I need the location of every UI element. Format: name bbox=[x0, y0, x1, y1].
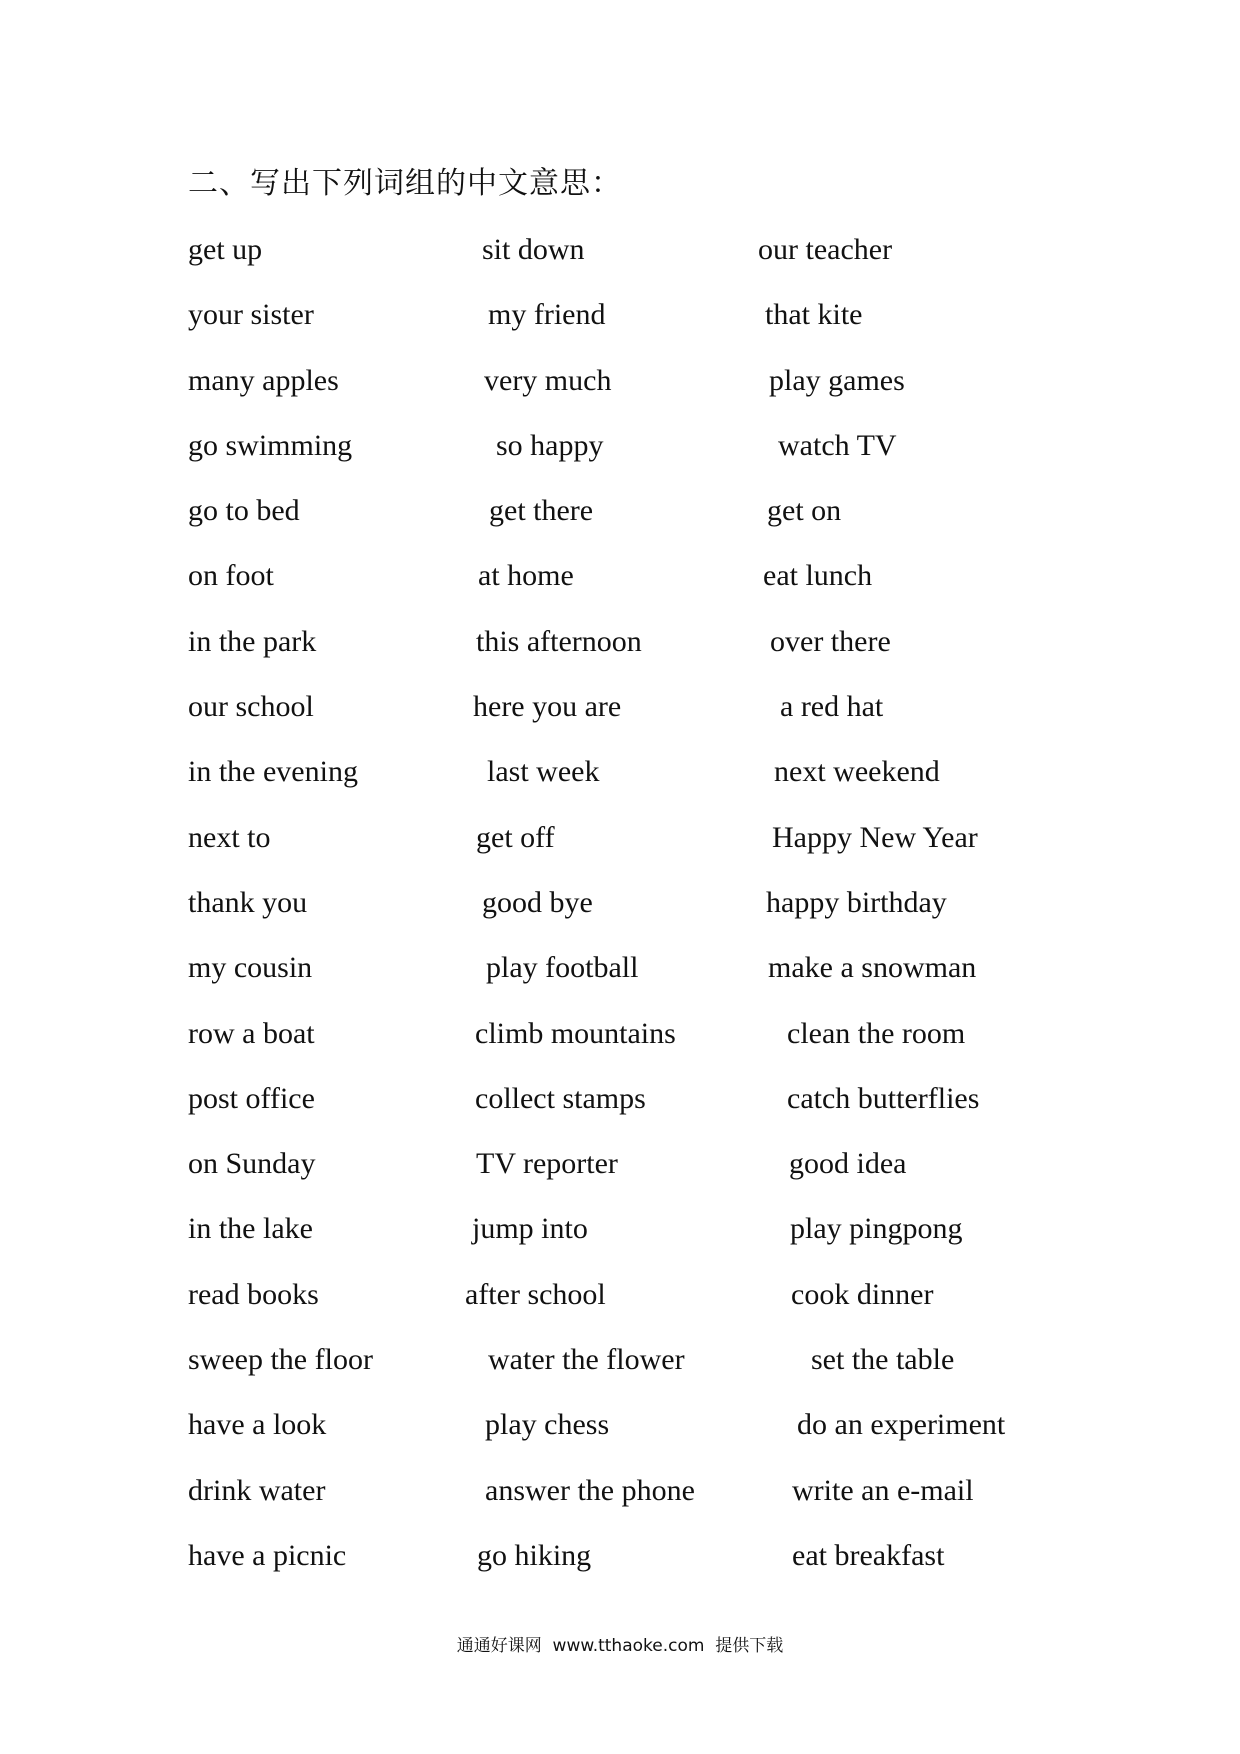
phrase-row bbox=[188, 1471, 1068, 1536]
phrase-item: on Sunday bbox=[188, 1147, 316, 1181]
phrase-row bbox=[188, 1275, 1068, 1340]
phrase-item: catch butterflies bbox=[787, 1081, 980, 1115]
phrase-row bbox=[188, 426, 1068, 491]
phrase-row bbox=[188, 883, 1068, 948]
phrase-item: water the flower bbox=[488, 1343, 685, 1377]
phrase-item: drink water bbox=[188, 1473, 326, 1507]
phrase-item: go swimming bbox=[188, 428, 353, 462]
phrase-item: get up bbox=[188, 233, 263, 266]
phrase-item: do an experiment bbox=[797, 1408, 1006, 1442]
phrase-item: good bye bbox=[482, 885, 593, 919]
phrase-item: in the lake bbox=[188, 1212, 313, 1246]
phrase-row bbox=[188, 622, 1068, 687]
phrase-item: my friend bbox=[488, 298, 606, 332]
phrase-item: row a boat bbox=[188, 1016, 315, 1050]
phrase-item: last week bbox=[487, 755, 600, 789]
phrase-row bbox=[188, 556, 1068, 621]
phrase-item: answer the phone bbox=[485, 1473, 695, 1507]
phrase-item: so happy bbox=[496, 428, 604, 462]
phrase-row bbox=[188, 1536, 1068, 1601]
phrase-item: sweep the floor bbox=[188, 1343, 373, 1377]
phrase-item: over there bbox=[770, 624, 891, 658]
phrase-item: play games bbox=[769, 363, 905, 397]
phrase-item: go hiking bbox=[477, 1538, 592, 1572]
phrase-item: get off bbox=[476, 820, 555, 854]
phrase-item: eat lunch bbox=[763, 559, 873, 593]
phrase-row bbox=[188, 1209, 1068, 1274]
phrase-item: jump into bbox=[472, 1212, 588, 1246]
phrase-item: at home bbox=[478, 559, 574, 593]
phrase-row bbox=[188, 230, 1068, 295]
phrase-item: in the evening bbox=[188, 755, 358, 789]
phrase-item: after school bbox=[465, 1277, 606, 1311]
phrase-item: in the park bbox=[188, 624, 317, 658]
phrase-row bbox=[188, 687, 1068, 752]
phrase-item: post office bbox=[188, 1081, 315, 1115]
phrase-item: TV reporter bbox=[476, 1147, 618, 1181]
phrase-item: good idea bbox=[789, 1147, 907, 1181]
phrase-item: climb mountains bbox=[475, 1016, 676, 1050]
phrase-item: play chess bbox=[485, 1408, 610, 1442]
phrase-row bbox=[188, 361, 1068, 426]
phrase-item: get on bbox=[767, 494, 842, 528]
phrase-item: on foot bbox=[188, 559, 274, 593]
phrase-item: next to bbox=[188, 820, 271, 854]
phrase-item: play football bbox=[486, 951, 639, 985]
phrase-item: make a snowman bbox=[768, 951, 977, 985]
phrase-item: have a look bbox=[188, 1408, 327, 1442]
phrase-item: our school bbox=[188, 690, 314, 724]
phrase-item: cook dinner bbox=[791, 1277, 934, 1311]
phrase-item: have a picnic bbox=[188, 1538, 347, 1572]
phrase-item: go to bed bbox=[188, 494, 300, 528]
phrase-row bbox=[188, 948, 1068, 1013]
phrase-row bbox=[188, 1340, 1068, 1405]
phrase-item: happy birthday bbox=[766, 885, 947, 919]
phrase-row bbox=[188, 1079, 1068, 1144]
phrase-item: my cousin bbox=[188, 951, 313, 985]
phrase-item: collect stamps bbox=[475, 1081, 646, 1115]
phrase-item: sit down bbox=[482, 233, 585, 266]
phrase-item: next weekend bbox=[774, 755, 940, 789]
phrase-item: get there bbox=[489, 494, 594, 528]
phrase-item: write an e-mail bbox=[792, 1473, 974, 1507]
phrase-table bbox=[188, 230, 1068, 1601]
phrase-item: this afternoon bbox=[476, 624, 642, 658]
phrase-item: set the table bbox=[811, 1343, 955, 1377]
phrase-item: many apples bbox=[188, 363, 339, 397]
phrase-item: thank you bbox=[188, 885, 308, 919]
phrase-item: that kite bbox=[765, 298, 863, 332]
phrase-row bbox=[188, 1144, 1068, 1209]
phrase-row bbox=[188, 1405, 1068, 1470]
footer-credit: 通通好课网 www.tthaoke.com 提供下载 bbox=[456, 1636, 784, 1656]
phrase-item: clean the room bbox=[787, 1016, 966, 1050]
phrase-item: your sister bbox=[188, 298, 314, 332]
phrase-row bbox=[188, 491, 1068, 556]
phrase-item: our teacher bbox=[758, 233, 893, 266]
phrase-row bbox=[188, 1014, 1068, 1079]
phrase-item: Happy New Year bbox=[772, 820, 978, 854]
phrase-row bbox=[188, 752, 1068, 817]
phrase-row bbox=[188, 295, 1068, 360]
phrase-item: play pingpong bbox=[790, 1212, 963, 1246]
phrase-item: very much bbox=[484, 363, 612, 397]
phrase-item: a red hat bbox=[780, 690, 884, 724]
phrase-item: read books bbox=[188, 1277, 319, 1311]
phrase-item: watch TV bbox=[778, 428, 897, 462]
phrase-row bbox=[188, 818, 1068, 883]
phrase-item: here you are bbox=[473, 690, 622, 724]
phrase-item: eat breakfast bbox=[792, 1538, 945, 1572]
exercise-heading: 二、写出下列词组的中文意思： bbox=[188, 166, 622, 201]
